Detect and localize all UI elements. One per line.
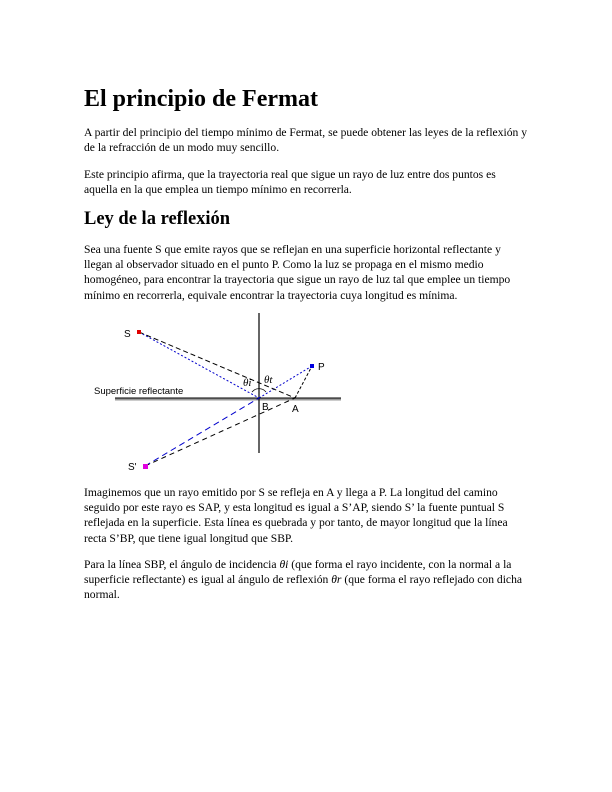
point-S-prime: [143, 464, 148, 469]
intro-paragraph-1: A partir del principio del tiempo mínimo de Fermat, se puede obtener las leyes de la reflexión y de la refracción de un modo muy sencillo.: [84, 126, 528, 155]
section-heading: Ley de la reflexión: [84, 209, 231, 229]
section-paragraph-1: Sea una fuente S que emite rayos que se reflejan en una superficie horizontal reflectante y llegan al observador situado en el punto P. Como la luz se propaga en el mismo medio homogéneo, para encontrar la trayectoria que sigue un rayo de luz tal que emplee un tiempo mínimo en recorrerla, equivale encontrar la trayectoria cuya longitud es mínima.: [84, 243, 511, 302]
label-theta-t: θt: [264, 374, 273, 386]
label-P: P: [318, 362, 325, 373]
theta-r-symbol: θr: [331, 573, 342, 587]
surface-label: Superficie reflectante: [94, 386, 184, 397]
intro-paragraph-2: Este principio afirma, que la trayectoria real que sigue un rayo de luz entre dos puntos es aquella en la que emplea un tiempo mínimo en recorrerla.: [84, 168, 496, 197]
point-S: [137, 330, 141, 334]
paragraph-text: (que forma el rayo reflejado con dicha normal.: [84, 573, 523, 602]
label-A: A: [292, 404, 299, 415]
theta-i-symbol: θi: [279, 558, 289, 571]
path-SprimeA: [145, 398, 295, 466]
paragraph-text: (que forma el rayo incidente, con la normal a la superficie reflectante) es igual al ángulo de reflexión: [84, 558, 512, 587]
label-B: B: [262, 402, 269, 413]
section-paragraph-2: Imaginemos que un rayo emitido por S se refleja en A y llega a P. La longitud del camino seguido por este rayo es SAP, y esta longitud es igual a S’AP, siendo S’ la fuente puntual S reflejada en la superficie. Esta línea es quebrada y por tanto, de mayor longitud que la línea recta S’BP, que tiene igual longitud que SBP.: [84, 486, 508, 545]
label-S-prime: S': [128, 462, 137, 473]
page-title: El principio de Fermat: [84, 86, 318, 112]
label-S: S: [124, 329, 131, 340]
image-ray: [145, 398, 259, 466]
paragraph-text: Para la línea SBP, el ángulo de incidencia: [84, 558, 280, 571]
point-P: [310, 364, 314, 368]
label-theta-i: θi: [243, 377, 252, 389]
